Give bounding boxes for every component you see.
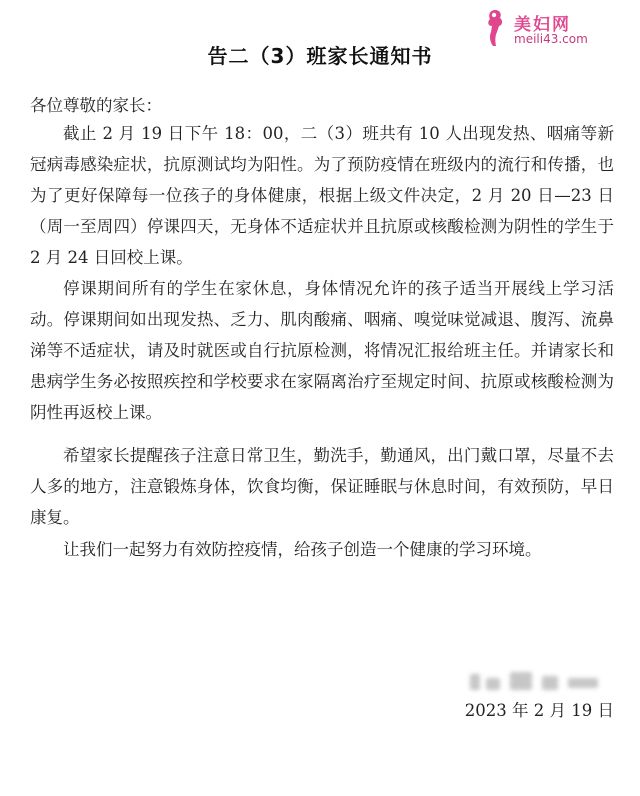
greeting: 各位尊敬的家长：	[30, 96, 162, 115]
paragraph-home-study: 停课期间所有的学生在家休息，身体情况允许的孩子适当开展线上学习活动。停课期间如出现发热、乏力、肌肉酸痛、咽痛、嗅觉味觉减退、腹泻、流鼻涕等不适症状，请及时就医或自行抗原检测，将情况汇报给班主任。并请家长和患病学生务必按照疾控和学校要求在家隔离治疗至规定时间、抗原或核酸检测为阴性再返校上课。	[30, 279, 614, 422]
watermark-url: meili43.com	[514, 32, 588, 46]
paragraph-hygiene-advice: 希望家长提醒孩子注意日常卫生，勤洗手，勤通风，出门戴口罩，尽量不去人多的地方，注意锻炼身体，饮食均衡，保证睡眠与休息时间，有效预防，早日康复。	[30, 446, 614, 527]
notice-title: 告二（3）班家长通知书	[207, 44, 433, 68]
watermark-site-name: 美妇网	[514, 15, 571, 35]
paragraph-class-suspension: 截止 2 月 19 日下午 18：00，二（3）班共有 10 人出现发热、咽痛等新冠病毒感染症状，抗原测试均为阳性。为了预防疫情在班级内的流行和传播，也为了更好保障每一位孩子的身体健康，根据上级文件决定，2 月 20 日—23 日（周一至周四）停课四天，无身体不适症状并且抗原或核酸检测为阴性的学生于 2 月 24 日回校上课。	[30, 124, 614, 267]
blurred-signature	[470, 670, 610, 692]
paragraph-closing: 让我们一起努力有效防控疫情，给孩子创造一个健康的学习环境。	[63, 540, 542, 559]
notice-date: 2023 年 2 月 19 日	[464, 701, 614, 720]
